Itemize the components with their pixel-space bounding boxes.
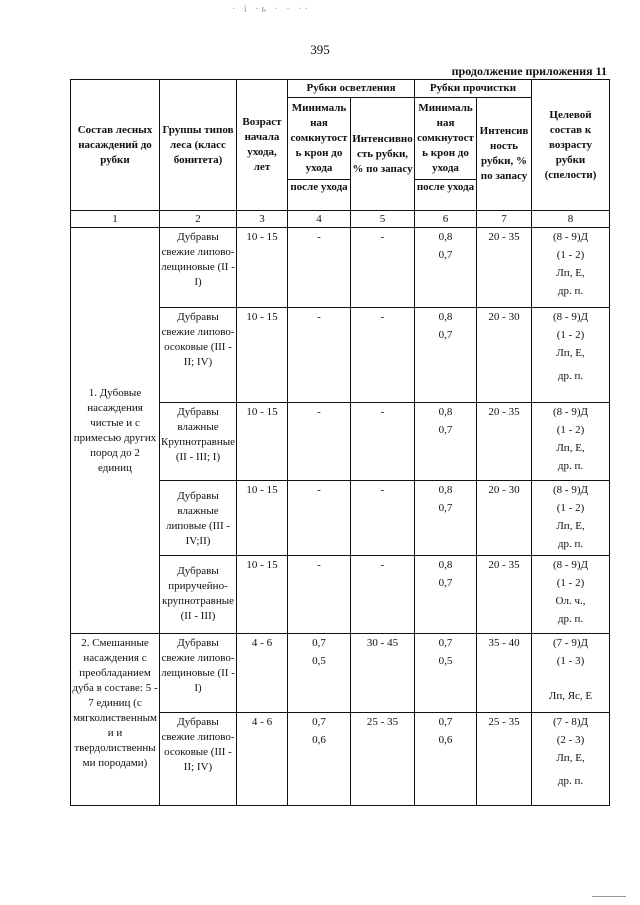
forest-type-cell: Дубравы свежие липово-осоковые (III - II; IV): [160, 713, 237, 806]
thin-density-cell: 0,8 0,7: [415, 556, 477, 634]
clear-intensity-cell: -: [351, 481, 415, 556]
thin-intensity-cell: 25 - 35: [477, 713, 532, 806]
table-row: [71, 634, 610, 713]
clear-density-cell: -: [288, 228, 351, 308]
clear-density-cell: -: [288, 403, 351, 481]
target-composition-cell: (8 - 9)Д (1 - 2) Лп, Е, др. п.: [532, 228, 610, 308]
thin-density-cell: 0,8 0,7: [415, 403, 477, 481]
column-number: 1: [71, 211, 160, 228]
forest-type-cell: Дубравы свежие липово-лещиновые (II - I): [160, 634, 237, 713]
header-clearing-cuts: Рубки осветления: [288, 80, 415, 98]
target-composition-cell: (8 - 9)Д (1 - 2) Ол. ч., др. п.: [532, 556, 610, 634]
header-target-composition: Целевой состав к возрасту рубки (спелости): [532, 80, 610, 211]
group-label: 2. Смешанные насаждения с преобладанием дуба в составе: 5 - 7 единиц (с мягколиственными и твердолиственными породами): [71, 634, 160, 806]
thin-intensity-cell: 20 - 35: [477, 228, 532, 308]
forest-type-cell: Дубравы свежие липово-лещиновые (II - I): [160, 228, 237, 308]
thin-density-cell: 0,7 0,5: [415, 634, 477, 713]
header-forest-types: Группы типов леса (класс бонитета): [160, 80, 237, 211]
forest-type-cell: Дубравы влажные липовые (III - IV;II): [160, 481, 237, 556]
header-thin-after: после ухода: [415, 180, 477, 211]
clear-density-cell: -: [288, 481, 351, 556]
header-thinning-cuts: Рубки прочистки: [415, 80, 532, 98]
thin-intensity-cell: 35 - 40: [477, 634, 532, 713]
column-number: 3: [237, 211, 288, 228]
start-age-cell: 10 - 15: [237, 481, 288, 556]
clear-density-cell: 0,7 0,5: [288, 634, 351, 713]
thin-density-cell: 0,8 0,7: [415, 228, 477, 308]
column-number: 5: [351, 211, 415, 228]
thin-intensity-cell: 20 - 30: [477, 308, 532, 403]
start-age-cell: 10 - 15: [237, 556, 288, 634]
clear-density-cell: 0,7 0,6: [288, 713, 351, 806]
header-start-age: Возраст начала ухода, лет: [237, 80, 288, 211]
target-composition-cell: (7 - 9)Д (1 - 3) Лп, Яс, Е: [532, 634, 610, 713]
thin-density-cell: 0,7 0,6: [415, 713, 477, 806]
table-row: [71, 228, 610, 308]
start-age-cell: 4 - 6: [237, 713, 288, 806]
column-number: 4: [288, 211, 351, 228]
column-number: 6: [415, 211, 477, 228]
clear-density-cell: -: [288, 308, 351, 403]
forest-type-cell: Дубравы приручейно-крупнотравные (II - III): [160, 556, 237, 634]
thin-density-cell: 0,8 0,7: [415, 308, 477, 403]
header-composition: Состав лесных насаждений до рубки: [71, 80, 160, 211]
clear-intensity-cell: -: [351, 228, 415, 308]
clear-density-cell: -: [288, 556, 351, 634]
clear-intensity-cell: -: [351, 403, 415, 481]
column-number: 2: [160, 211, 237, 228]
target-composition-cell: (8 - 9)Д (1 - 2) Лп, Е, др. п.: [532, 481, 610, 556]
target-composition-cell: (8 - 9)Д (1 - 2) Лп, Е, др. п.: [532, 403, 610, 481]
clear-intensity-cell: 30 - 45: [351, 634, 415, 713]
scan-edge-mark: [592, 896, 626, 897]
target-composition-cell: (7 - 8)Д (2 - 3) Лп, Е, др. п.: [532, 713, 610, 806]
start-age-cell: 4 - 6: [237, 634, 288, 713]
header-clear-min-density: Минимальная сомкнутость крон до ухода: [288, 98, 351, 180]
column-number: 8: [532, 211, 610, 228]
header-clear-intensity: Интенсивность рубки, % по запасу: [351, 98, 415, 211]
start-age-cell: 10 - 15: [237, 228, 288, 308]
clear-intensity-cell: 25 - 35: [351, 713, 415, 806]
scan-header-artifact: · і ·ь · · ··: [232, 4, 311, 15]
group-label: 1. Дубовые насаждения чистые и с примесью других пород до 2 единиц: [71, 228, 160, 634]
forest-care-table: [70, 79, 610, 806]
thin-intensity-cell: 20 - 30: [477, 481, 532, 556]
thin-intensity-cell: 20 - 35: [477, 556, 532, 634]
continuation-label: продолжение приложения 11: [451, 64, 607, 78]
clear-intensity-cell: -: [351, 556, 415, 634]
thin-density-cell: 0,8 0,7: [415, 481, 477, 556]
target-composition-cell: (8 - 9)Д (1 - 2) Лп, Е, др. п.: [532, 308, 610, 403]
header-thin-intensity: Интенсивность рубки, % по запасу: [477, 98, 532, 211]
start-age-cell: 10 - 15: [237, 308, 288, 403]
thin-intensity-cell: 20 - 35: [477, 403, 532, 481]
column-number: 7: [477, 211, 532, 228]
page-number: 395: [310, 42, 330, 57]
header-clear-after: после ухода: [288, 180, 351, 211]
forest-type-cell: Дубравы влажные Крупнотравные (II - III; I): [160, 403, 237, 481]
clear-intensity-cell: -: [351, 308, 415, 403]
header-thin-min-density: Минимальная сомкнутость крон до ухода: [415, 98, 477, 180]
forest-type-cell: Дубравы свежие липово-осоковые (III - II; IV): [160, 308, 237, 403]
start-age-cell: 10 - 15: [237, 403, 288, 481]
